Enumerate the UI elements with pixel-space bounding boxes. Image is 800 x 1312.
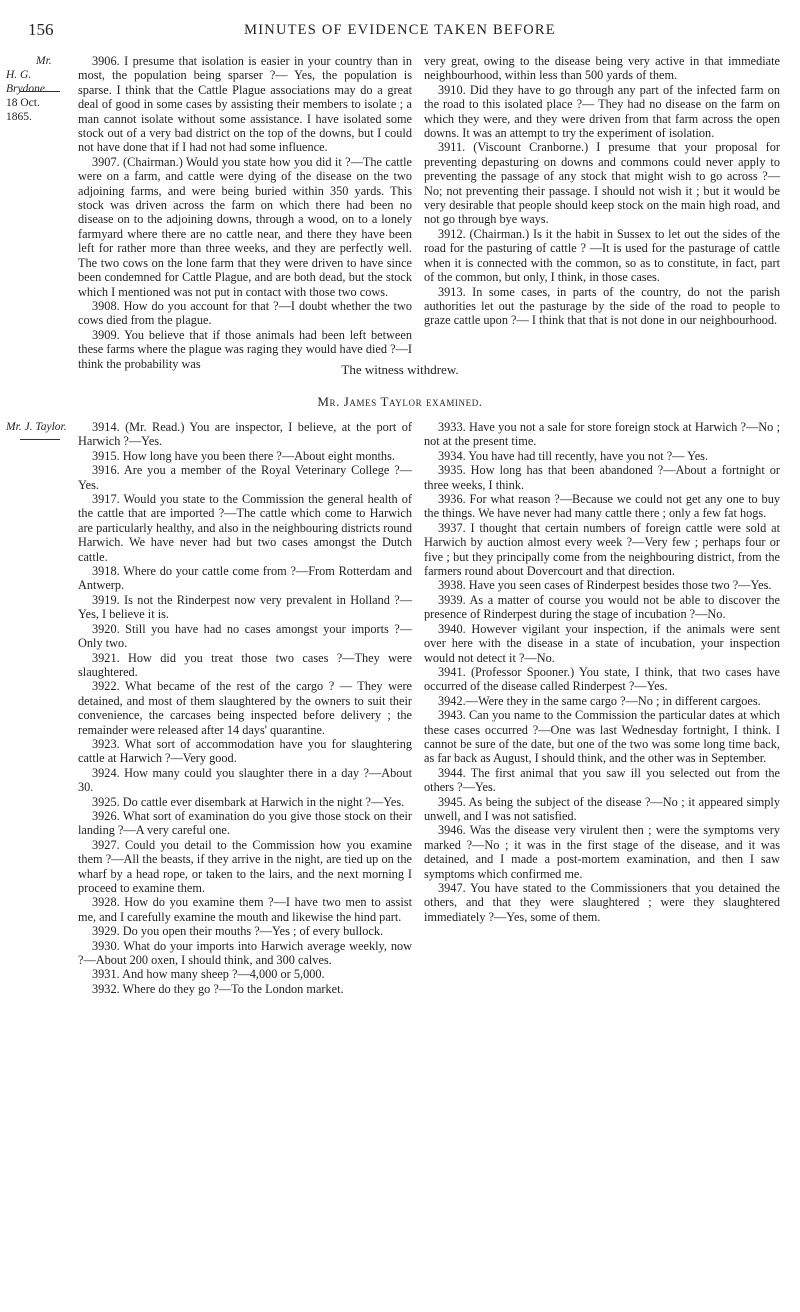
paragraph: 3947. You have stated to the Commissioners that you detained the others, and that they were slaughtered ; were they slaughtered immediately ?—Yes, some of them. [424,881,780,924]
paragraph: 3941. (Professor Spooner.) You state, I think, that two cases have occurred of the disease called Rinderpest ?—Yes. [424,664,780,694]
paragraph: 3912. (Chairman.) Is it the habit in Sussex to let out the sides of the road for the pasturing of cattle ? —It is used for the pasturage of cattle when it is connected with the common, so as to constitute, in fact, part of the common, but only, I think, in those cases. [424,226,780,285]
paragraph: 3921. How did you treat those two cases ?—They were slaughtered. [78,650,412,679]
paragraph: 3946. Was the disease very virulent then ; were the symptoms very marked ?—No ; it was in the first stage of the disease, and it was detained, and I made a post-mortem examination, and then I saw symptoms which confirmed me. [424,823,780,881]
paragraph: very great, owing to the disease being very active in that immediate neighbourhood, within less than 500 yards of them. [424,54,780,83]
paragraph: 3933. Have you not a sale for store foreign stock at Harwich ?—No ; not at the present time. [424,420,780,449]
paragraph: 3927. Could you detail to the Commission how you examine them ?—All the beasts, if they arrive in the night, are tied up on the wharf by a head rope, or taken to the lairs, and the next morning I proceed to examine them. [78,837,412,895]
section1-right-column [424,54,780,328]
section2-left-column [78,420,412,996]
margin-witness-title: Mr. [36,55,52,67]
paragraph: 3924. How many could you slaughter there in a day ?—About 30. [78,765,412,795]
paragraph: 3925. Do cattle ever disembark at Harwich in the night ?—Yes. [92,794,405,809]
paragraph: 3920. Still you have had no cases amongst your imports ?—Only two. [78,621,412,651]
paragraph: 3909. You believe that if those animals had been left between these farms where the plague was raging they would have died ?—I think the probability was [78,327,412,371]
paragraph: 3945. As being the subject of the disease ?—No ; it appeared simply unwell, and I was not satisfied. [424,794,780,823]
paragraph: 3918. Where do your cattle come from ?—From Rotterdam and Antwerp. [78,564,412,593]
margin-date: 18 Oct. 1865. [6,97,40,123]
paragraph: 3930. What do your imports into Harwich average weekly, now ?—About 200 oxen, I should think, and 300 calves. [78,938,412,968]
margin-witness2-name: Mr. J. Taylor. [6,421,67,433]
paragraph: 3907. (Chairman.) Would you state how you did it ?—The cattle were on a farm, and cattle were dying of the disease on the two adjoining farms, and were being buried within 350 yards. This stock was driven across the farm on which there had been no disease on to the adjoining downs, through a wood, on to a lonely farmyard where there are no cattle near, and there they have been left for rather more than three weeks, and they are perfectly well. The two cows on the lone farm that they were driven to have since been condemned for Cattle Plague, and are both dead, but the stock which I mentioned was not put in contact with those two cows. [78,154,412,299]
paragraph: 3910. Did they have to go through any part of the infected farm on the road to this isolated place ?— They had no disease on the farm on which they were, and they were driven from that farm across the open downs. It was an attempt to try the experiment of isolation. [424,82,780,141]
paragraph: 3908. How do you account for that ?—I doubt whether the two cows died from the plague. [78,298,412,328]
paragraph: 3919. Is not the Rinderpest now very prevalent in Holland ?—Yes, I believe it is. [78,592,412,622]
paragraph: 3940. However vigilant your inspection, if the animals were sent over here with the disease in a state of incubation, your inspection would not detect it ?—No. [424,621,780,665]
paragraph: 3926. What sort of examination do you give those stock on their landing ?—A very careful one. [78,808,412,838]
paragraph: 3938. Have you seen cases of Rinderpest besides those two ?—Yes. [438,578,772,593]
paragraph: 3934. You have had till recently, have you not ?— Yes. [438,448,709,463]
paragraph: 3928. How do you examine them ?—I have two men to assist me, and I carefully examine the mouth and likewise the hind part. [78,895,412,924]
paragraph: 3923. What sort of accommodation have you for slaughtering cattle at Harwich ?—Very good. [78,736,412,766]
paragraph: 3942.—Were they in the same cargo ?—No ; in different cargoes. [438,693,761,708]
paragraph: 3937. I thought that certain numbers of foreign cattle were sold at Harwich by auction almost every week ?—Very few ; perhaps four or five ; but they principally come from the neighbouring district, from the farmers round about Dovercourt and that direction. [424,520,780,579]
paragraph: 3943. Can you name to the Commission the particular dates at which these cases occurred ?—One was last Wednesday fortnight, I think. I cannot be sure of the date, but one of the two was some long time back, as far back as August, I should think, and the other was in September. [424,708,780,766]
paragraph: 3935. How long has that been abandoned ?—About a fortnight or three weeks, I think. [424,463,780,492]
paragraph: 3929. Do you open their mouths ?—Yes ; of every bullock. [92,924,384,939]
paragraph: 3939. As a matter of course you would not be able to discover the presence of Rinderpest during the stage of incubation ?—No. [424,592,780,622]
paragraph: 3944. The first animal that you saw ill you selected out from the others ?—Yes. [424,765,780,795]
section2-right-column [424,420,780,924]
section1-left-column [78,54,412,371]
margin-witness-name: H. G. Brydone. [6,69,48,95]
paragraph: 3914. (Mr. Read.) You are inspector, I believe, at the port of Harwich ?—Yes. [78,420,412,449]
paragraph: 3915. How long have you been there ?—About eight months. [92,448,395,463]
margin-dash [20,432,82,446]
paragraph: 3936. For what reason ?—Because we could not get any one to buy the things. We have never had many cattle there ; only a few fat hogs. [424,492,780,521]
running-head: MINUTES OF EVIDENCE TAKEN BEFORE [244,22,556,38]
witness-withdrew: The witness withdrew. [341,362,459,377]
paragraph: 3917. Would you state to the Commission the general health of the cattle that are imported ?—The cattle which come to Harwich are particularly healthy, and also in the neighbouring districts round Harwich. We have never had but two cases amongst the Dutch cattle. [78,492,412,564]
paragraph: 3906. I presume that isolation is easier in your country than in most, the population being sparser ?— Yes, the population is sparse. I think that the Cattle Plague associations may do a great deal of good in some cases by assisting their members to isolate ; a man cannot isolate without some assistance. I have isolated some stock out of a very bad district on the top of the downs, but I could not have done that if I had not had some influence. [78,54,412,155]
page-header [0,20,800,44]
paragraph: 3932. Where do they go ?—To the London market. [92,981,344,996]
page-number: 156 [28,20,54,39]
paragraph: 3931. And how many sheep ?—4,000 or 5,000. [92,967,325,982]
paragraph: 3911. (Viscount Cranborne.) I presume that your proposal for preventing depasturing on downs and commons could never apply to preventing the passage of any stock that might wish to go across ?— No; not preventing their passage. I should not wish it ; but it would be very desirable that people should keep stock on the main high road, and not go through bye ways. [424,140,780,227]
paragraph: 3913. In some cases, in parts of the country, do not the parish authorities let out the pasturage by the side of the road to people to graze cattle upon ?— I think that that is not done in our neighbourhood. [424,284,780,328]
section-title: Mr. James Taylor examined. [317,394,483,409]
paragraph: 3922. What became of the rest of the cargo ? — They were detained, and most of them slaughtered by the owners to suit their convenience, the carcases being inspected before delivery ; the remainder were released after 14 days' quarantine. [78,679,412,737]
paragraph: 3916. Are you a member of the Royal Veterinary College ?—Yes. [78,463,412,492]
